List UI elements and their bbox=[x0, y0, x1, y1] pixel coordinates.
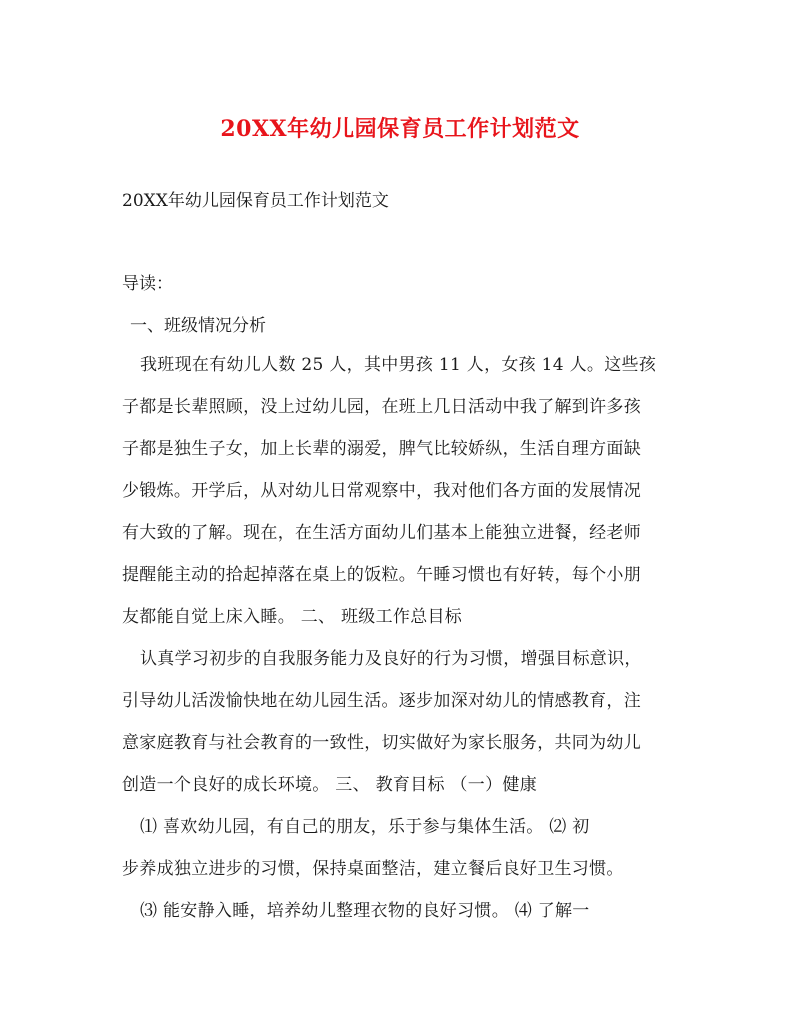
paragraph-line: ⑴ 喜欢幼儿园，有自己的朋友，乐于参与集体生活。 ⑵ 初 bbox=[140, 817, 590, 837]
paragraph-line: 意家庭教育与社会教育的一致性，切实做好为家长服务，共同为幼儿 bbox=[122, 733, 641, 753]
paragraph-line: ⑶ 能安静入睡，培养幼儿整理衣物的良好习惯。 ⑷ 了解一 bbox=[140, 901, 590, 921]
paragraph-line: 我班现在有幼儿人数 25 人，其中男孩 11 人，女孩 14 人。这些孩 bbox=[140, 355, 657, 375]
paragraph-line: 子都是长辈照顾，没上过幼儿园，在班上几日活动中我了解到许多孩 bbox=[122, 397, 641, 417]
paragraph-line: 提醒能主动的拾起掉落在桌上的饭粒。午睡习惯也有好转，每个小朋 bbox=[122, 565, 641, 585]
paragraph-line: 友都能自觉上床入睡。 二、 班级工作总目标 bbox=[122, 607, 463, 627]
paragraph-line: 子都是独生子女，加上长辈的溺爱，脾气比较娇纵，生活自理方面缺 bbox=[122, 439, 641, 459]
paragraph-line: 认真学习初步的自我服务能力及良好的行为习惯，增强目标意识， bbox=[140, 649, 642, 669]
document-title: 20XX年幼儿园保育员工作计划范文 bbox=[220, 116, 580, 142]
paragraph-line: 少锻炼。开学后，从对幼儿日常观察中，我对他们各方面的发展情况 bbox=[122, 481, 641, 501]
paragraph-line: 有大致的了解。现在，在生活方面幼儿们基本上能独立进餐，经老师 bbox=[122, 523, 641, 543]
section-heading-1: 一、班级情况分析 bbox=[130, 316, 266, 336]
document-subtitle: 20XX年幼儿园保育员工作计划范文 bbox=[122, 191, 389, 211]
paragraph-line: 步养成独立进步的习惯，保持桌面整洁，建立餐后良好卫生习惯。 bbox=[122, 859, 624, 879]
lead-label: 导读： bbox=[122, 274, 173, 294]
paragraph-line: 创造一个良好的成长环境。 三、 教育目标 （一）健康 bbox=[122, 775, 538, 795]
paragraph-line: 引导幼儿活泼愉快地在幼儿园生活。逐步加深对幼儿的情感教育，注 bbox=[122, 691, 641, 711]
